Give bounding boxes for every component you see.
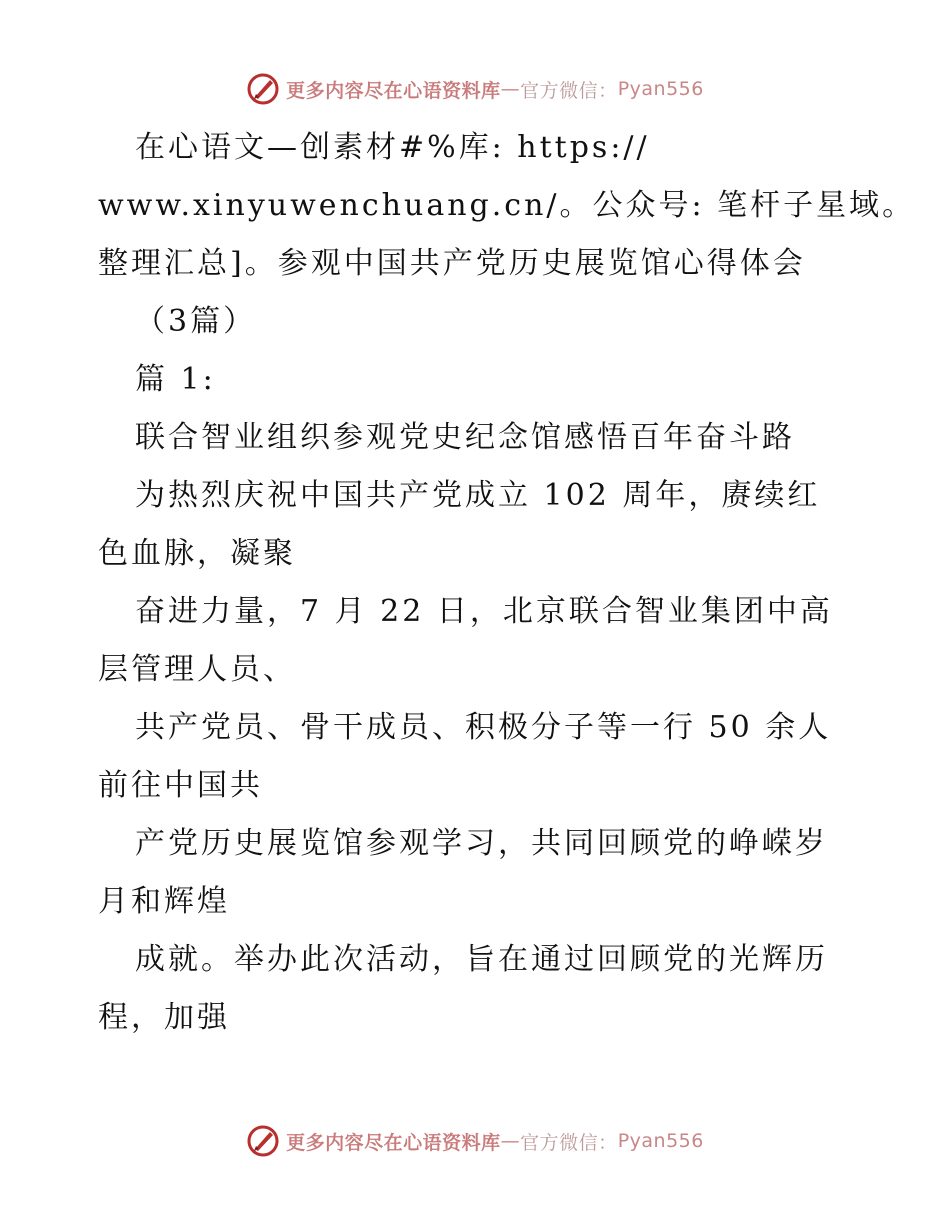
text-line: 产党历史展览馆参观学习，共同回顾党的峥嵘岁: [135, 826, 828, 861]
header-watermark: [0, 72, 950, 106]
watermark-brand: 更多内容尽在心语资料库: [286, 79, 501, 102]
footer-watermark: [0, 1124, 950, 1158]
text-line: 共产党员、骨干成员、积极分子等一行 50 余人: [135, 710, 832, 745]
text-line: 为热烈庆祝中国共产党成立 102 周年，赓续红: [135, 478, 821, 513]
watermark-wechat-id: Pyan556: [617, 78, 704, 100]
text-line: 程，加强: [98, 1000, 230, 1035]
text-line: 奋进力量，7 月 22 日，北京联合智业集团中高: [135, 594, 833, 629]
text-line: 整理汇总]。参观中国共产党历史展览馆心得体会: [98, 246, 806, 281]
text-line: （3篇）: [135, 304, 257, 339]
watermark-label: 官方微信：: [520, 79, 618, 102]
text-line: www.xinyuwenchuang.cn/。公众号: 笔杆子星域。: [98, 188, 916, 223]
section-heading: 篇 1:: [135, 362, 216, 397]
article-title: 联合智业组织参观党史纪念馆感悟百年奋斗路: [135, 420, 795, 455]
text-line: 前往中国共: [98, 768, 263, 803]
quill-pen-logo-icon: [246, 72, 280, 106]
quill-pen-logo-icon: [246, 1124, 280, 1158]
watermark-brand: 更多内容尽在心语资料库: [286, 1131, 501, 1154]
watermark-separator: —: [500, 78, 521, 100]
text-line: 成就。举办此次活动，旨在通过回顾党的光辉历: [135, 942, 828, 977]
document-body: [98, 124, 916, 1052]
text-line: 月和辉煌: [98, 884, 230, 919]
watermark-separator: —: [500, 1130, 521, 1152]
text-line: 色血脉，凝聚: [98, 536, 296, 571]
text-line: 层管理人员、: [98, 652, 296, 687]
watermark-label: 官方微信：: [520, 1131, 618, 1154]
text-line: 在心语文—创素材#%库: https://: [135, 130, 650, 165]
watermark-wechat-id: Pyan556: [617, 1130, 704, 1152]
